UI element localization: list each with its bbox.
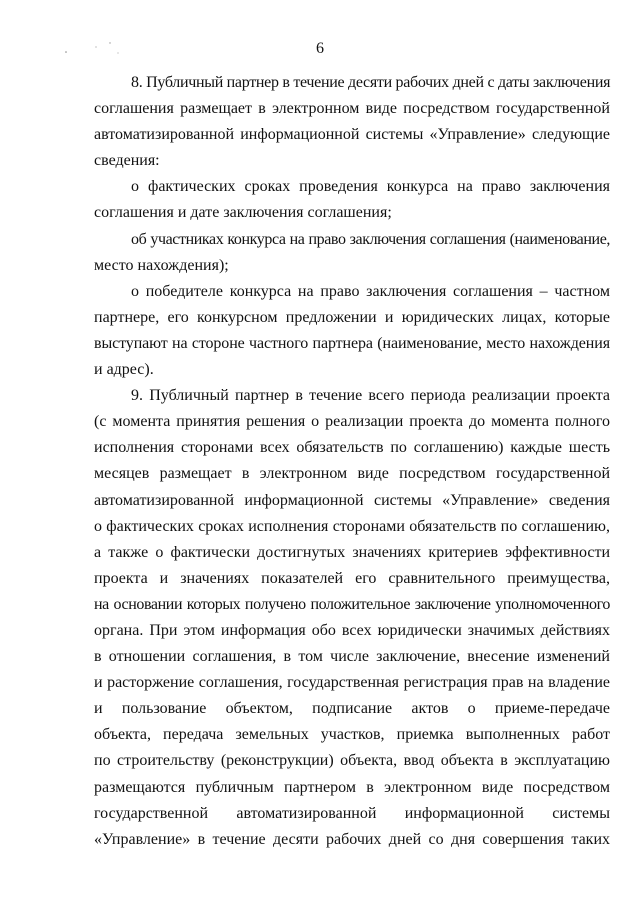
text-line: о фактических сроках исполнения сторонами обязательств по соглашению, [94,517,610,535]
text-line: органа. При этом информация обо всех юридически значимых действиях [94,621,610,639]
text-line: сведения: [94,152,160,170]
text-line: соглашения размещает в электронном виде посредством государственной [94,100,610,118]
text-line: 9. Публичный партнер в течение всего периода реализации проекта [131,387,610,405]
text-line: о победителе конкурса на право заключения соглашения – частном [131,282,610,300]
document-body [94,70,610,853]
text-line: о фактических сроках проведения конкурса на право заключения [131,178,610,196]
text-line: автоматизированной информационной системы «Управление» следующие [94,126,610,144]
text-line: соглашения и дате заключения соглашения; [94,204,392,222]
text-line: (с момента принятия решения о реализации проекта до момента полного [94,413,610,431]
text-line: и пользование объектом, подписание актов о приеме-передаче [94,700,610,718]
text-line: и расторжение соглашения, государственная регистрация прав на владение [94,674,610,692]
text-line: выступают на стороне частного партнера (наименование, место нахождения [94,334,610,352]
text-line: 8. Публичный партнер в течение десяти рабочих дней с даты заключения [131,74,611,91]
text-line: в отношении соглашения, в том числе заключение, внесение изменений [94,648,610,666]
text-line: размещаются публичным партнером в электронном виде посредством [94,778,610,796]
page-number: 6 [316,40,324,57]
text-line: государственной автоматизированной информационной системы [94,804,610,822]
text-line: и адрес). [94,361,154,379]
text-line: «Управление» в течение десяти рабочих дней со дня совершения таких [94,830,610,848]
text-line: автоматизированной информационной системы «Управление» сведения [94,491,610,509]
text-line: исполнения сторонами всех обязательств по соглашению) каждые шесть [94,439,610,457]
text-line: по строительству (реконструкции) объекта, ввод объекта в эксплуатацию [94,752,610,770]
text-line: проекта и значениях показателей его сравнительного преимущества, [94,569,610,587]
text-line: об участниках конкурса на право заключения соглашения (наименование, [131,230,610,248]
text-line: месяцев размещает в электронном виде посредством государственной [94,465,610,483]
text-line: на основании которых получено положительное заключение уполномоченного [94,595,610,613]
text-line: а также о фактически достигнутых значениях критериев эффективности [94,543,610,561]
text-line: место нахождения); [94,256,229,274]
text-line: объекта, передача земельных участков, приемка выполненных работ [94,726,610,744]
text-line: партнере, его конкурсном предложении и юридических лицах, которые [94,308,610,326]
